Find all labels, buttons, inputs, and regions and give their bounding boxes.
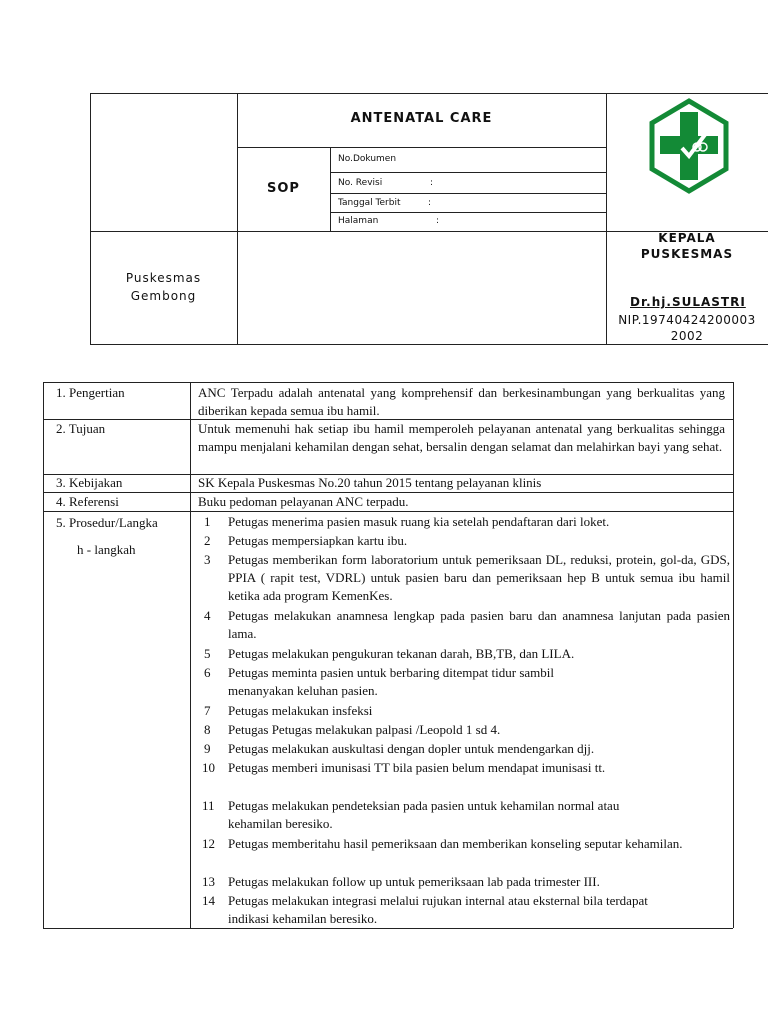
step-text: Petugas melakukan pendeteksian pada pasien untuk kehamilan normal atau kehamilan beresiko. <box>228 798 620 831</box>
step-text: Petugas memberikan form laboratorium untuk pemeriksaan DL, reduksi, protein, gol-da, GDS, PPIA ( rapit test, VDRL) untuk pasien baru dan pemeriksaan hep B untuk semua ibu hamil ketika ada program KemenKes. <box>228 552 730 603</box>
row-label-referensi: 4. Referensi <box>56 494 119 509</box>
row-content-referensi: Buku pedoman pelayanan ANC terpadu. <box>198 494 409 509</box>
step-number: 11 <box>202 798 215 813</box>
signer-nip <box>606 312 768 344</box>
row-label-prosedur-cont: h - langkah <box>77 542 136 557</box>
meta-sep-halaman: : <box>436 216 440 226</box>
step-text: Petugas memberitahu hasil pemeriksaan dan memberikan konseling seputar kehamilan. <box>228 836 683 851</box>
step-text: Petugas melakukan pengukuran tekanan darah, BB,TB, dan LILA. <box>228 646 575 661</box>
row-content-tujuan: Untuk memenuhi hak setiap ibu hamil memperoleh pelayanan antenatal yang berkualitas sehingga mampu menjalani kehamilan dengan sehat, bersalin dengan selamat dan melahirkan bayi yang sehat. <box>198 421 725 454</box>
nip-line-2: 2002 <box>670 329 704 343</box>
meta-label-no-dokumen: No.Dokumen <box>338 154 397 164</box>
step-number: 9 <box>204 741 211 756</box>
meta-label-tanggal-terbit: Tanggal Terbit <box>338 198 401 208</box>
step-number: 13 <box>202 874 215 889</box>
step-number: 4 <box>204 608 211 623</box>
step-number: 5 <box>204 646 211 661</box>
puskesmas-logo-icon <box>648 98 730 194</box>
institution-line-1: Puskesmas <box>125 271 202 285</box>
step-text: Petugas melakukan anamnesa lengkap pada pasien baru dan anamnesa lanjutan pada pasien lama. <box>228 608 730 641</box>
row-label-tujuan: 2. Tujuan <box>56 421 106 436</box>
step-number: 7 <box>204 703 211 718</box>
row-label-pengertian: 1. Pengertian <box>56 385 125 400</box>
meta-sep-tanggal-terbit: : <box>428 198 432 208</box>
step-number: 8 <box>204 722 211 737</box>
institution-line-2: Gembong <box>130 289 197 303</box>
step-text: Petugas melakukan insfeksi <box>228 703 373 718</box>
step-number: 3 <box>204 552 211 567</box>
step-text: Petugas melakukan follow up untuk pemeriksaan lab pada trimester III. <box>228 874 600 889</box>
step-number: 2 <box>204 533 211 548</box>
kepala-puskesmas-label <box>606 230 768 262</box>
step-text: Petugas Petugas melakukan palpasi /Leopold 1 sd 4. <box>228 722 501 737</box>
step-text: Petugas melakukan integrasi melalui rujukan internal atau eksternal bila terdapat indikasi kehamilan beresiko. <box>228 893 648 926</box>
row-label-kebijakan: 3. Kebijakan <box>56 475 123 490</box>
step-number: 6 <box>204 665 211 680</box>
step-text: Petugas menerima pasien masuk ruang kia setelah pendaftaran dari loket. <box>228 514 610 529</box>
row-content-kebijakan: SK Kepala Puskesmas No.20 tahun 2015 tentang pelayanan klinis <box>198 475 542 490</box>
meta-sep-no-revisi: : <box>430 178 434 188</box>
step-text: Petugas melakukan auskultasi dengan dopler untuk mendengarkan djj. <box>228 741 595 756</box>
institution-name <box>90 269 237 305</box>
meta-label-no-revisi: No. Revisi <box>338 178 383 188</box>
step-number: 12 <box>202 836 215 851</box>
row-label-prosedur: 5. Prosedur/Langka <box>56 515 158 530</box>
kepala-line-2: PUSKESMAS <box>640 247 734 261</box>
step-number: 14 <box>202 893 215 908</box>
kepala-line-1: KEPALA <box>658 231 716 245</box>
step-number: 1 <box>204 514 211 529</box>
step-text: Petugas mempersiapkan kartu ibu. <box>228 533 408 548</box>
document-title: ANTENATAL CARE <box>350 111 493 126</box>
row-content-pengertian: ANC Terpadu adalah antenatal yang komprehensif dan berkesinambungan yang berkualitas yang diberikan kepada semua ibu hamil. <box>198 385 725 418</box>
sop-label: SOP <box>267 181 300 196</box>
step-text: Petugas meminta pasien untuk berbaring ditempat tidur sambil menanyakan keluhan pasien. <box>228 665 555 698</box>
nip-line-1: NIP.19740424200003 <box>618 313 756 327</box>
signer-name: Dr.hj.SULASTRI <box>630 295 746 309</box>
step-number: 10 <box>202 760 215 775</box>
step-text: Petugas memberi imunisasi TT bila pasien belum mendapat imunisasi tt. <box>228 760 606 775</box>
meta-label-halaman: Halaman <box>338 216 379 226</box>
